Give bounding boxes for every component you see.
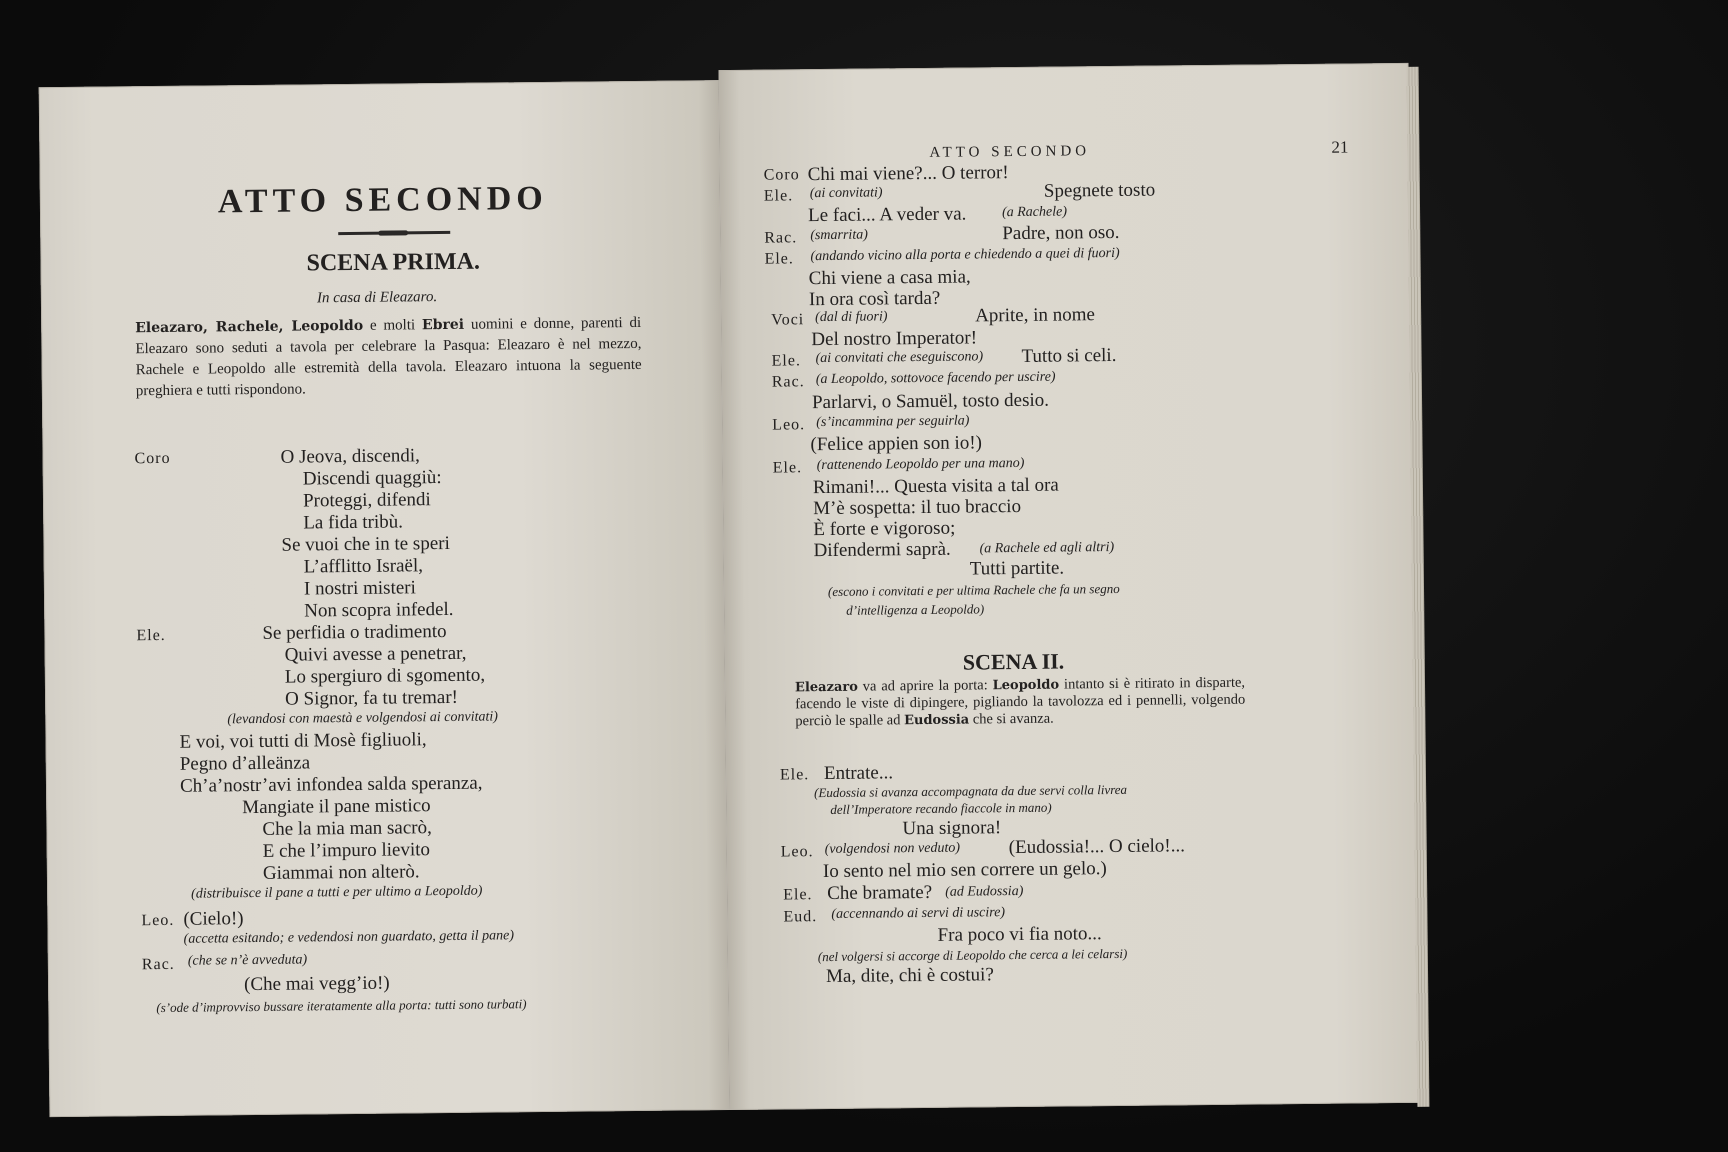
stage-direction: (ai convitati)	[809, 185, 883, 202]
verse-line: Le faci... A veder va.	[807, 203, 967, 227]
verse-line: Del nostro Imperator!	[811, 327, 978, 351]
intro-text: intanto si è ritirato in disparte, facendo le viste di dipingere, pigliando la tavolozza ed i pennelli, volgendo perciò le spalle ad	[795, 674, 1246, 730]
scene-title: SCENA II.	[962, 648, 1065, 675]
act-title: ATTO SECONDO	[217, 179, 548, 221]
stage-direction: (a Rachele)	[1001, 204, 1068, 221]
stage-direction: (a Leopoldo, sottovoce facendo per uscire)	[815, 369, 1056, 388]
stage-direction: (volgendosi non veduto)	[824, 840, 961, 858]
speaker-label: Coro	[763, 166, 800, 184]
scene-title: SCENA PRIMA.	[306, 248, 481, 277]
scene-intro-paragraph	[135, 313, 642, 402]
intro-names: Eleazaro	[794, 679, 858, 696]
stage-direction: (s’ode d’improvviso bussare iteratamente alla porta: tutti sono turbati)	[156, 996, 527, 1016]
verse-line: I nostri misteri	[303, 577, 416, 600]
verse-line: L’afflitto Israël,	[303, 555, 424, 578]
speaker-label: Voci	[771, 311, 805, 329]
intro-text: uomini e donne, parenti di Eleazaro sono seduti a tavola per celebrare la Pasqua: Eleazaro è nel mezzo, Rachele e Leopoldo alle estremità della tavola. Eleazaro intuona la seguente preghiera e tutti rispondono.	[135, 314, 642, 400]
speaker-label: Ele.	[772, 459, 803, 477]
title-ornament-rule	[338, 231, 450, 235]
verse-line: Che la mia man sacrò,	[262, 817, 432, 840]
verse-line: Ch’a’nostr’avi infondea salda speranza,	[179, 772, 483, 797]
verse-line: Tutto si celi.	[1021, 344, 1117, 367]
speaker-label: Rac.	[764, 229, 798, 247]
verse-line: Lo spergiuro di sgomento,	[284, 664, 486, 688]
verse-line: Spegnete tosto	[1043, 179, 1156, 202]
verse-line: Ma, dite, chi è costui?	[825, 964, 994, 988]
stage-direction: (a Rachele ed agli altri)	[979, 539, 1115, 557]
stage-direction: (accennando ai servi di uscire)	[831, 905, 1006, 922]
stage-direction: (andando vicino alla porta e chiedendo a quei di fuori)	[810, 245, 1120, 265]
verse-line: E voi, voi tutti di Mosè figliuoli,	[179, 729, 427, 753]
verse-line: Io sento nel mio sen correre un gelo.)	[822, 858, 1107, 883]
stage-direction: (Eudossia si avanza accompagnata da due servi colla livrea	[814, 781, 1128, 801]
intro-names: Eudossia	[903, 712, 970, 729]
verse-line: O Jeova, discendi,	[280, 445, 420, 468]
verse-line: (Felice appien son io!)	[810, 432, 983, 456]
stage-direction: (smarrita)	[810, 227, 868, 244]
stage-direction: (nel volgersi si accorge di Leopoldo che cerca a lei celarsi)	[817, 945, 1128, 965]
running-head: ATTO SECONDO	[929, 143, 1091, 161]
stage-direction: (s’incammina per seguirla)	[816, 413, 970, 431]
verse-line: (Eudossia!... O cielo!...	[1008, 835, 1186, 859]
stage-direction: dell’Imperatore recando fiaccole in mano)	[830, 799, 1052, 817]
stage-direction: (escono i convitati e per ultima Rachele che fa un segno	[827, 580, 1120, 599]
intro-names: Ebrei	[421, 316, 465, 334]
verse-line: Fra poco vi fia noto...	[937, 923, 1102, 946]
verse-line: Rimani!... Questa visita a tal ora	[812, 474, 1059, 499]
verse-line: La fida tribù.	[303, 511, 404, 534]
verse-line: M’è sospetta: il tuo braccio	[813, 495, 1022, 520]
stage-direction: (rattenendo Leopoldo per una mano)	[816, 455, 1025, 474]
verse-line: Parlarvi, o Samuël, tosto desio.	[811, 389, 1050, 414]
stage-direction: (dal di fuori)	[815, 309, 888, 326]
stage-direction: (accetta esitando; e vedendosi non guardato, getta il pane)	[183, 928, 515, 947]
verse-line: (Che mai vegg’io!)	[243, 972, 390, 996]
speaker-label: Ele.	[763, 187, 794, 205]
speaker-label: Ele.	[779, 766, 810, 784]
intro-text: che si avanza.	[969, 710, 1054, 728]
verse-line: Padre, non oso.	[1002, 221, 1120, 245]
speaker-label: Eud.	[783, 908, 818, 926]
verse-line: In ora così tarda?	[808, 287, 941, 311]
stage-direction: (levandosi con maestà e volgendosi ai convitati)	[227, 709, 498, 728]
verse-line: Chi mai viene?... O terror!	[807, 162, 1009, 186]
verse-line: Quivi avesse a penetrar,	[284, 642, 467, 666]
intro-text: e molti	[363, 317, 423, 334]
open-book	[38, 55, 1424, 1127]
stage-direction: d’intelligenza a Leopoldo)	[846, 601, 985, 618]
stage-direction: (ad Eudossia)	[945, 883, 1024, 900]
intro-names: Eleazaro, Rachele, Leopoldo	[135, 317, 364, 337]
verse-line: O Signor, fa tu tremar!	[284, 686, 459, 710]
verse-line: Una signora!	[902, 817, 1002, 840]
verse-line: È forte e vigoroso;	[813, 517, 956, 541]
verse-line: Non scopra infedel.	[304, 598, 454, 622]
speaker-label: Ele.	[764, 250, 794, 268]
speaker-label: Leo.	[780, 843, 814, 861]
verse-line: Giammai non alterò.	[262, 861, 420, 884]
verse-line: Mangiate il pane mistico	[242, 795, 431, 819]
verse-line: Chi viene a casa mia,	[808, 266, 971, 290]
speaker-label: Ele.	[783, 886, 813, 904]
speaker-label: Leo.	[772, 416, 806, 434]
verse-line: Che bramate?	[827, 881, 933, 905]
stage-direction: (che se n’è avveduta)	[187, 952, 308, 969]
verse-line: Aprite, in nome	[975, 304, 1096, 327]
speaker-label: Ele.	[771, 352, 802, 370]
verse-line: Se vuoi che in te speri	[281, 532, 450, 556]
left-page	[39, 80, 730, 1117]
verse-line: Difendermi saprà.	[813, 538, 951, 562]
verse-line: Tutti partite.	[969, 557, 1065, 580]
right-page	[719, 63, 1420, 1110]
intro-text: va ad aprire la porta:	[857, 677, 993, 695]
speaker-label: Rac.	[771, 373, 805, 391]
stage-direction: (ai convitati che eseguiscono)	[815, 349, 984, 367]
speaker-label: Coro	[134, 449, 171, 468]
verse-line: Se perfidia o tradimento	[262, 620, 447, 644]
verse-line: Discendi quaggiù:	[302, 467, 442, 490]
stage-direction: (distribuisce il pane a tutti e per ultimo a Leopoldo)	[191, 883, 483, 902]
verse-line: Entrate...	[823, 762, 894, 785]
intro-names: Leopoldo	[992, 677, 1060, 694]
scene-intro-paragraph	[795, 675, 1246, 731]
verse-line: (Cielo!)	[183, 908, 244, 930]
scene-location: In casa di Eleazaro.	[316, 289, 438, 307]
verse-line: Proteggi, difendi	[302, 489, 431, 512]
speaker-label: Rac.	[141, 955, 175, 974]
speaker-label: Leo.	[141, 911, 175, 930]
verse-line: E che l’impuro lievito	[262, 839, 431, 862]
verse-line: Pegno d’alleänza	[179, 752, 311, 775]
speaker-label: Ele.	[136, 626, 166, 645]
page-number: 21	[1331, 137, 1349, 157]
